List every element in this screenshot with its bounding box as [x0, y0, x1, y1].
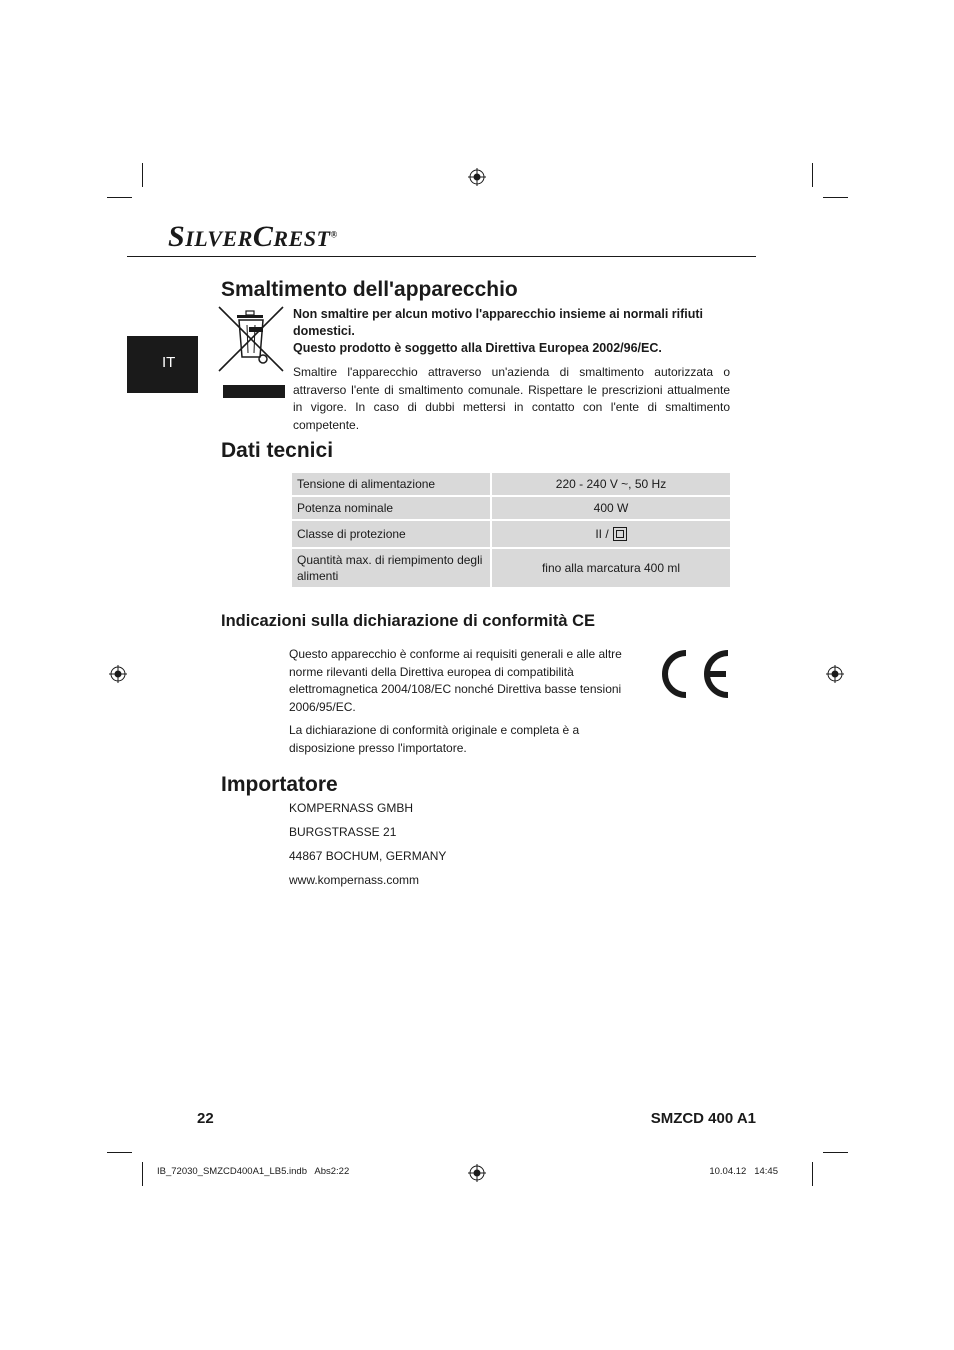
tech-value-cell — [492, 521, 730, 547]
crop-mark — [107, 197, 132, 198]
crop-mark — [812, 163, 813, 187]
table-row — [292, 549, 730, 587]
crop-mark — [142, 163, 143, 187]
tech-value: 400 W — [492, 497, 730, 519]
ce-paragraph: La dichiarazione di conformità originale e completa è a disposizione presso l'importatore. — [289, 723, 580, 755]
registration-mark-icon — [826, 665, 844, 683]
tech-value: 220 - 240 V ~, 50 Hz — [492, 473, 730, 495]
brand-logo: SILVERCREST® — [168, 220, 338, 253]
bin-underline-bar — [223, 385, 285, 398]
model-number: SMZCD 400 A1 — [650, 1110, 756, 1127]
table-row — [292, 473, 730, 495]
slug-file: IB_72030_SMZCD400A1_LB5.indb Abs2:22 — [157, 1166, 350, 1177]
tech-table — [290, 471, 732, 589]
tech-value: fino alla marcatura 400 ml — [492, 549, 730, 587]
header-rule — [127, 256, 756, 257]
ce-heading: Indicazioni sulla dichiarazione di conformità CE — [221, 612, 596, 630]
crop-mark — [823, 1152, 848, 1153]
importer-heading: Importatore — [221, 773, 338, 796]
importer-line: KOMPERNASS GMBH — [289, 801, 414, 815]
ce-paragraph: Questo apparecchio è conforme ai requisiti generali e alle altre norme rilevanti della Direttiva europea di compatibilità elettromagnetica 2004/108/EC nonché Direttiva basse tensioni 2006/95/EC. — [289, 647, 622, 714]
crop-mark — [107, 1152, 132, 1153]
directive-note: Questo prodotto è soggetto alla Direttiva Europea 2002/96/EC. — [293, 341, 662, 355]
table-row — [292, 521, 730, 547]
registration-mark-icon — [468, 168, 486, 186]
crop-mark — [823, 197, 848, 198]
double-insulation-icon — [613, 527, 627, 541]
page-number: 22 — [197, 1110, 214, 1127]
disposal-body: Smaltire l'apparecchio attraverso un'azienda di smaltimento autorizzata o attraverso l'ente di smaltimento comunale. Rispettare le prescrizioni attualmente in vigore. In caso di dubbi mettersi in contatto con l'ente di smaltimento competente. — [293, 365, 730, 432]
importer-line: 44867 BOCHUM, GERMANY — [289, 849, 447, 863]
tech-heading: Dati tecnici — [221, 439, 334, 462]
tech-value: II / — [595, 527, 609, 541]
tech-label: Potenza nominale — [292, 497, 490, 519]
language-tab: IT — [127, 336, 198, 393]
importer-url: www.kompernass.comm — [289, 873, 420, 887]
disposal-heading: Smaltimento dell'apparecchio — [221, 278, 518, 301]
registration-mark-icon — [468, 1164, 486, 1182]
tech-label: Quantità max. di riempimento degli alimenti — [292, 549, 490, 587]
table-row — [292, 497, 730, 519]
registration-mark-icon — [109, 665, 127, 683]
crop-mark — [812, 1162, 813, 1186]
disposal-warning: Non smaltire per alcun motivo l'apparecchio insieme ai normali rifiuti domestici. — [293, 307, 704, 338]
tech-label: Classe di protezione — [292, 521, 490, 547]
slug-date: 10.04.12 14:45 — [709, 1166, 778, 1177]
crop-mark — [142, 1162, 143, 1186]
ce-mark-icon — [656, 648, 732, 700]
tech-label: Tensione di alimentazione — [292, 473, 490, 495]
crossed-bin-icon — [217, 305, 285, 373]
importer-line: BURGSTRASSE 21 — [289, 825, 397, 839]
